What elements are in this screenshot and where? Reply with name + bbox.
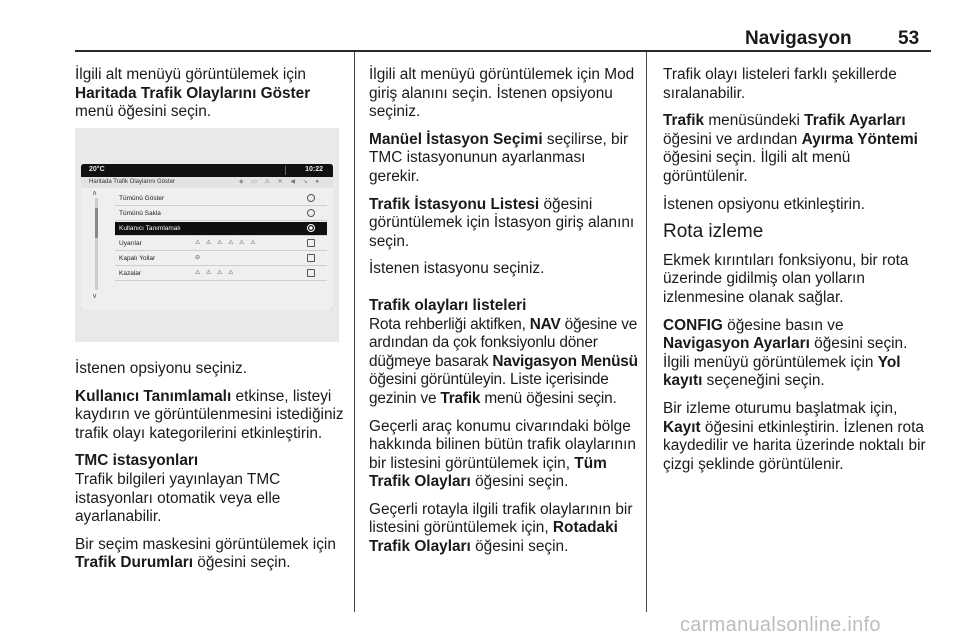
watermark: carmanualsonline.info xyxy=(680,614,881,636)
radio-icon xyxy=(307,209,315,217)
page-header-title: Navigasyon xyxy=(745,28,852,49)
text: öğesini görüntüleyin. Liste içerisinde gezinin ve xyxy=(369,371,609,407)
paragraph: İlgili alt menüyü görüntülemek için Mod giriş alanını seçin. İstenen opsiyonu seçiniz. xyxy=(369,66,635,121)
text: etkinse, listeyi kaydırın ve görüntülenmesini istediğiniz trafik olayı kategorilerini etkinleştirin. xyxy=(75,387,344,442)
section-heading: Trafik olayları listeleri xyxy=(369,296,527,314)
bold-term: Tüm Trafik Olayları xyxy=(369,454,607,491)
paragraph xyxy=(663,335,935,391)
screen-subtitle: Haritada Trafik Olaylarını Göster xyxy=(89,179,176,185)
bold-term: Trafik Durumları xyxy=(75,554,194,572)
section-title: Rota izleme xyxy=(663,221,764,243)
column-3 xyxy=(663,66,935,483)
text: İlgili alt menüyü görüntülemek için xyxy=(75,66,306,83)
text: Bir seçim maskesini görüntülemek için xyxy=(75,535,336,553)
item-label: Uyarılar xyxy=(119,240,142,247)
paragraph xyxy=(369,316,639,409)
list-item[interactable] xyxy=(115,237,327,251)
text: öğesine ve ardından da çok fonksiyonlu döner düğmeye basarak xyxy=(369,315,638,370)
radio-selected-icon xyxy=(307,224,315,232)
accident-icons: ⚠ ⚠ ⚠ ⚠ xyxy=(195,270,236,276)
text: öğesine basın ve xyxy=(722,316,844,334)
bold-term: Rotadaki Trafik Olayları xyxy=(369,519,618,556)
bold-term: Trafik İstasyonu Listesi xyxy=(369,195,540,213)
list-item[interactable] xyxy=(115,207,327,221)
paragraph xyxy=(369,131,639,187)
radio-icon xyxy=(307,194,315,202)
text: seçeneğini seçin. xyxy=(702,372,825,390)
text: Geçerli rotayla ilgili trafik olaylarının bir listesini görüntülemek için, xyxy=(369,500,633,537)
paragraph xyxy=(663,112,935,186)
bold-term: Navigasyon Ayarları xyxy=(663,335,810,353)
paragraph: Trafik bilgileri yayınlayan TMC istasyonları otomatik veya elle ayarlanabilir. xyxy=(75,470,281,526)
text: menüsündeki xyxy=(704,112,805,130)
list-item[interactable] xyxy=(115,252,327,266)
text: Rota rehberliği aktifken, xyxy=(369,315,530,333)
paragraph: İstenen opsiyonu etkinleştirin. xyxy=(663,195,865,213)
item-label: Kullanıcı Tanımlamalı xyxy=(119,225,181,232)
paragraph: Ekmek kırıntıları fonksiyonu, bir rota üzerinde gidilmiş olan yolların izlenmesine olanak sağlar. xyxy=(663,251,909,306)
screen-subtitle-bar xyxy=(81,177,333,188)
text: öğesini seçin. İlgili alt menü görüntülenir. xyxy=(663,149,851,185)
bold-term: Haritada Trafik Olaylarını Göster xyxy=(75,84,311,102)
infotainment-screenshot xyxy=(75,128,339,342)
road-closed-icon: ⊖ xyxy=(195,255,203,261)
checkbox-icon xyxy=(307,239,315,247)
list-item-selected[interactable] xyxy=(115,222,327,236)
scroll-thumb[interactable] xyxy=(95,208,98,238)
page-number: 53 xyxy=(898,28,920,49)
column-divider xyxy=(354,52,355,612)
paragraph xyxy=(369,196,639,252)
warning-icons: ⚠ ⚠ ⚠ ⚠ ⚠ ⚠ xyxy=(195,240,258,246)
option-list xyxy=(81,188,333,310)
display-screen xyxy=(81,164,333,310)
bold-term: Manüel İstasyon Seçimi xyxy=(369,130,543,148)
paragraph xyxy=(663,317,935,336)
text: öğesini görüntülemek için İstasyon giriş alanını seçin. xyxy=(369,195,635,250)
item-label: Tümünü Göster xyxy=(119,195,165,202)
column-2 xyxy=(369,66,639,566)
list-item[interactable] xyxy=(115,267,327,281)
temperature: 20°C xyxy=(89,166,105,173)
item-label: Tümünü Sakla xyxy=(119,210,161,217)
column-divider xyxy=(646,52,647,612)
bold-term: Trafik xyxy=(440,389,481,407)
text: öğesini ve ardından xyxy=(663,130,802,148)
item-label: Kapalı Yollar xyxy=(119,255,156,262)
bold-term: Navigasyon Menüsü xyxy=(492,352,638,370)
paragraph xyxy=(75,536,350,573)
text: Geçerli araç konumu civarındaki bölge hakkında bilinen bütün trafik olaylarının bir listesini görüntülemek için, xyxy=(369,417,636,472)
checkbox-icon xyxy=(307,269,315,277)
bold-term: Kayıt xyxy=(663,418,701,436)
column-1-lower xyxy=(75,360,350,582)
bold-term: Trafik xyxy=(663,112,705,130)
chevron-up-icon: ∧ xyxy=(92,190,98,197)
item-label: Kazalar xyxy=(119,270,142,277)
paragraph xyxy=(75,66,350,122)
bold-term: Ayırma Yöntemi xyxy=(801,130,918,148)
text: seçilirse, bir TMC istasyonunun ayarlanması gerekir. xyxy=(369,130,629,185)
paragraph: İstenen opsiyonu seçiniz. xyxy=(75,360,247,377)
bold-term: Trafik Ayarları xyxy=(804,112,906,130)
paragraph: İstenen istasyonu seçiniz. xyxy=(369,260,545,278)
scrollbar[interactable] xyxy=(95,198,98,290)
status-icons: ◈ ▭ ⚠ ✕ ◀ ↘ ● xyxy=(239,179,322,185)
paragraph xyxy=(75,388,350,444)
bold-term: NAV xyxy=(529,315,561,333)
header-rule xyxy=(75,50,931,52)
clock: 10:22 xyxy=(305,166,323,173)
text: menü öğesini seçin. xyxy=(480,389,617,407)
column-1 xyxy=(75,66,350,122)
paragraph xyxy=(663,400,935,474)
text: öğesini seçin. xyxy=(470,538,569,556)
checkbox-icon xyxy=(307,254,315,262)
paragraph: Trafik olayı listeleri farklı şekillerde sıralanabilir. xyxy=(663,66,897,102)
separator xyxy=(285,166,286,175)
chevron-down-icon: ∨ xyxy=(92,293,98,300)
list-item[interactable] xyxy=(115,192,327,206)
text: öğesini etkinleştirin. İzlenen rota kaydedilir ve harita üzerinde noktalı bir çizgi şeklinde görüntülenir. xyxy=(663,418,926,473)
text: Bir izleme oturumu başlatmak için, xyxy=(663,399,898,417)
paragraph xyxy=(369,501,639,557)
bold-term: Yol kayıtı xyxy=(663,353,901,390)
bold-term: CONFIG xyxy=(663,316,723,334)
paragraph xyxy=(369,418,639,492)
section-heading: TMC istasyonları xyxy=(75,452,199,470)
text: öğesini seçin. xyxy=(193,554,291,572)
text: menü öğesini seçin. xyxy=(75,103,212,121)
text: öğesini seçin. xyxy=(470,473,569,491)
status-bar xyxy=(81,164,333,177)
text: öğesini seçin. İlgili menüyü görüntülemek için xyxy=(663,335,908,371)
bold-term: Kullanıcı Tanımlamalı xyxy=(75,387,232,405)
